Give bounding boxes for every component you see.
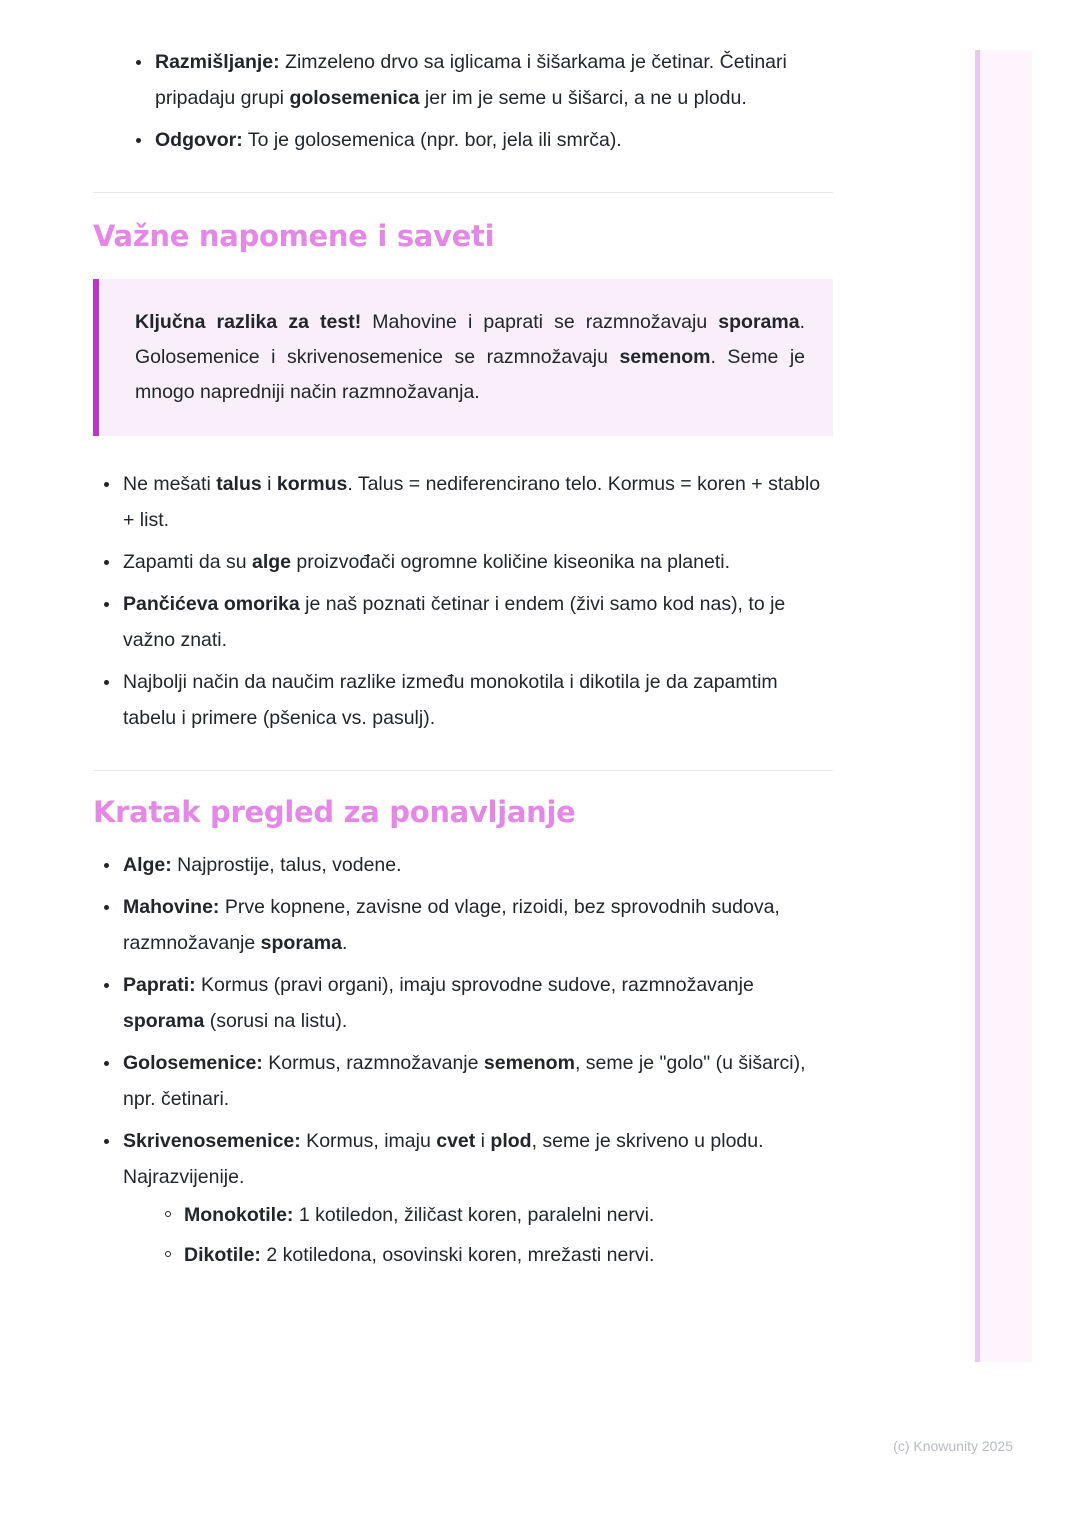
list-item (93, 466, 833, 538)
review-list (93, 847, 833, 1273)
callout-part-1: Mahovine i paprati se razmnožavaju (361, 311, 719, 333)
list-item-text-tail: jer im je seme u šišarci, a ne u plodu. (419, 87, 747, 109)
section-title-notes: Važne napomene i saveti (93, 219, 495, 253)
list-item-text: Zimzeleno drvo sa iglicama i šišarkama je četinar. Četinari pripadaju grupi (155, 51, 787, 109)
callout-part-3: . Seme je mnogo napredniji način razmnožavanja. (135, 346, 805, 403)
item-part-2: (sorusi na listu). (204, 1010, 348, 1032)
list-item-emphasis: golosemenica (289, 87, 420, 109)
item-post: . Talus = nediferencirano telo. Kormus = koren + stablo + list. (123, 473, 821, 531)
item-pre: Ne mešati (123, 473, 217, 495)
list-item (93, 544, 833, 580)
list-item (93, 847, 833, 883)
item-lead: Mahovine: (123, 896, 220, 918)
section-title-review: Kratak pregled za ponavljanje (93, 795, 576, 829)
callout-part-2: . Golosemenice i skrivenosemenice se razmnožavaju (135, 311, 805, 368)
item-bold-1: sporama (260, 932, 342, 954)
item-mid: i (261, 473, 277, 495)
item-bold-1: Pančićeva omorika (123, 593, 300, 615)
item-bold-1: talus (216, 473, 262, 495)
sub-item-text: 1 kotiledon, žiličast koren, paralelni nervi. (293, 1204, 655, 1226)
key-difference-callout (93, 279, 833, 436)
item-part-2: . (341, 932, 348, 954)
item-bold-1: semenom (483, 1052, 575, 1074)
list-item (93, 1045, 833, 1117)
callout-bold-semenom: semenom (619, 346, 711, 368)
item-bold-plod: plod (490, 1130, 532, 1152)
list-item (93, 967, 833, 1039)
sub-item-lead: Monokotile: (184, 1204, 294, 1226)
item-part-1: Prve kopnene, zavisne od vlage, rizoidi, bez sprovodnih sudova, razmnožavanje (123, 896, 780, 954)
sub-item-lead: Dikotile: (184, 1244, 261, 1266)
list-item (93, 586, 833, 658)
item-lead: Skrivenosemenice: (123, 1130, 301, 1152)
footer-copyright: (c) Knowunity 2025 (893, 1438, 1013, 1454)
list-item (93, 664, 833, 736)
item-pre: Zapamti da su (123, 551, 252, 573)
review-sublist (123, 1197, 833, 1273)
intro-list (93, 44, 833, 158)
list-item (93, 1123, 833, 1273)
callout-text (135, 305, 805, 410)
item-bold-1: sporama (123, 1010, 205, 1032)
right-side-panel (975, 50, 1032, 1362)
item-lead: Golosemenice: (123, 1052, 263, 1074)
notes-list (93, 466, 833, 736)
item-part-3: , seme je skriveno u plodu. Najrazvijenije. (123, 1130, 764, 1188)
list-item-lead: Odgovor: (155, 129, 243, 151)
sub-list-item (156, 1237, 833, 1273)
item-part-1: Kormus, razmnožavanje (262, 1052, 484, 1074)
item-bold-1: alge (251, 551, 292, 573)
item-post: je naš poznati četinar i endem (živi samo kod nas), to je važno znati. (123, 593, 786, 651)
callout-lead: Ključna razlika za test! (135, 311, 362, 333)
list-item (125, 44, 833, 116)
item-part-2: , seme je "golo" (u šišarci), npr. četinari. (123, 1052, 806, 1110)
item-part-1: Najprostije, talus, vodene. (171, 854, 402, 876)
item-lead: Paprati: (123, 974, 196, 996)
sub-list-item (156, 1197, 833, 1233)
item-part-2: i (475, 1130, 491, 1152)
callout-bold-sporama: sporama (718, 311, 800, 333)
item-lead: Alge: (123, 854, 172, 876)
item-part-1: Kormus (pravi organi), imaju sprovodne sudove, razmnožavanje (195, 974, 754, 996)
item-part-1: Kormus, imaju (300, 1130, 437, 1152)
item-bold-2: kormus (276, 473, 348, 495)
item-pre: Najbolji način da naučim razlike između monokotila i dikotila je da zapamtim tabelu i primere (pšenica vs. pasulj). (123, 671, 778, 729)
sub-item-text: 2 kotiledona, osovinski koren, mrežasti nervi. (260, 1244, 655, 1266)
item-bold-cvet: cvet (436, 1130, 476, 1152)
list-item-lead: Razmišljanje: (155, 51, 280, 73)
document-content (93, 0, 833, 1279)
list-item (125, 122, 833, 158)
list-item-text: To je golosemenica (npr. bor, jela ili smrča). (242, 129, 622, 151)
list-item (93, 889, 833, 961)
item-post: proizvođači ogromne količine kiseonika na planeti. (291, 551, 731, 573)
